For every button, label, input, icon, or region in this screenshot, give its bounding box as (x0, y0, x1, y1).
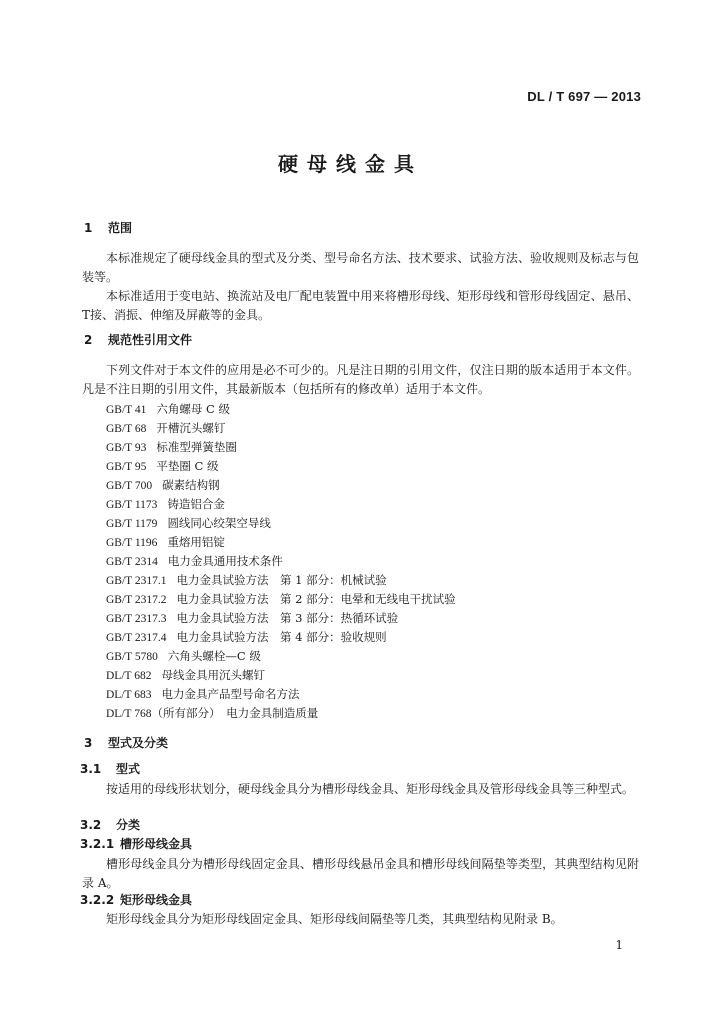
reference-title: 电力金具通用技术条件 (167, 554, 283, 568)
scope-paragraph-1: 本标准规定了硬母线金具的型式及分类、型号命名方法、技术要求、试验方法、验收规则及标志与包装等。 (82, 251, 639, 284)
reference-item (106, 668, 265, 683)
reference-item (106, 611, 398, 626)
document-title: 硬母线金具 (278, 152, 423, 176)
reference-code: GB/T 1196 (106, 537, 158, 549)
reference-title: 电力金具试验方法 第 3 部分：热循环试验 (176, 611, 399, 625)
subsection-number: 3.1 (80, 762, 102, 776)
subsection-number: 3.2.1 (80, 837, 115, 851)
reference-title: 重熔用铝锭 (167, 535, 225, 549)
reference-code: GB/T 95 (106, 461, 147, 473)
scope-paragraph-2: 本标准适用于变电站、换流站及电厂配电装置中用来将槽形母线、矩形母线和管形母线固定、悬吊、T接、消振、伸缩及屏蔽等的金具。 (82, 289, 639, 322)
section-2-heading (84, 331, 192, 348)
standard-number: DL / T 697 — 2013 (527, 89, 641, 104)
reference-title: 圆线同心绞架空导线 (167, 516, 271, 530)
reference-item (106, 649, 261, 664)
reference-code: GB/T 700 (106, 480, 153, 492)
reference-code: GB/T 2317.1 (106, 575, 167, 587)
subsection-title: 分类 (116, 818, 141, 832)
channel-busbar-paragraph: 槽形母线金具分为槽形母线固定金具、槽形母线悬吊金具和槽形母线间隔垫等类型，其典型结构见附录 A。 (82, 857, 639, 890)
reference-code: GB/T 68 (106, 423, 147, 435)
subsection-3-2-2-heading (80, 891, 192, 908)
reference-title: 平垫圈 C 级 (156, 459, 219, 473)
subsection-number: 3.2.2 (80, 893, 115, 907)
section-3-heading (84, 734, 168, 751)
reference-title: 电力金具试验方法 第 4 部分：验收规则 (176, 630, 387, 644)
reference-title: 开槽沉头螺钉 (156, 421, 226, 435)
reference-item (106, 687, 299, 702)
subsection-title: 型式 (116, 762, 141, 776)
reference-item (106, 630, 387, 645)
rectangular-busbar-paragraph: 矩形母线金具分为矩形母线固定金具、矩形母线间隔垫等几类，其典型结构见附录 B。 (106, 912, 563, 926)
subsection-title: 槽形母线金具 (120, 837, 193, 851)
reference-code: GB/T 1173 (106, 499, 158, 511)
reference-code: DL/T 683 (106, 689, 152, 701)
reference-title: 碳素结构钢 (162, 478, 220, 492)
reference-code: GB/T 2317.3 (106, 613, 167, 625)
reference-code: GB/T 93 (106, 442, 147, 454)
reference-title: 六角头螺栓—C 级 (167, 649, 261, 663)
section-1-heading (84, 219, 132, 236)
reference-item (106, 573, 387, 588)
reference-item (106, 535, 225, 550)
page-number: 1 (615, 938, 623, 952)
types-paragraph: 按适用的母线形状划分，硬母线金具分为槽形母线金具、矩形母线金具及管形母线金具等三种型式。 (106, 782, 635, 796)
reference-code: GB/T 41 (106, 404, 147, 416)
reference-item (106, 497, 225, 512)
subsection-title: 矩形母线金具 (120, 893, 193, 907)
reference-title: 铸造铝合金 (167, 497, 225, 511)
reference-code: GB/T 2314 (106, 556, 158, 568)
subsection-3-2-1-heading (80, 835, 192, 852)
normative-intro: 下列文件对于本文件的应用是必不可少的。凡是注日期的引用文件，仅注日期的版本适用于本文件。凡是不注日期的引用文件，其最新版本（包括所有的修改单）适用于本文件。 (82, 363, 639, 396)
subsection-3-2-heading (80, 816, 140, 833)
reference-title: 六角螺母 C 级 (156, 402, 230, 416)
section-title: 型式及分类 (108, 736, 169, 750)
section-number: 2 (84, 333, 93, 347)
reference-item (106, 459, 219, 474)
reference-code: GB/T 2317.2 (106, 594, 167, 606)
reference-title: 电力金具试验方法 第 1 部分：机械试验 (176, 573, 387, 587)
reference-item (106, 402, 230, 417)
reference-item (106, 592, 456, 607)
reference-code: DL/T 768 (106, 708, 152, 720)
reference-code: DL/T 682 (106, 670, 152, 682)
reference-title: 母线金具用沉头螺钉 (161, 668, 265, 682)
reference-title: 标准型弹簧垫圈 (156, 440, 237, 454)
reference-code: GB/T 1179 (106, 518, 158, 530)
reference-item (106, 706, 318, 721)
section-title: 规范性引用文件 (108, 333, 193, 347)
reference-title: 电力金具试验方法 第 2 部分：电晕和无线电干扰试验 (176, 592, 456, 606)
reference-item (106, 421, 225, 436)
reference-code: GB/T 5780 (106, 651, 158, 663)
reference-code: GB/T 2317.4 (106, 632, 167, 644)
section-number: 1 (84, 221, 93, 235)
reference-item (106, 554, 283, 569)
subsection-3-1-heading (80, 760, 140, 777)
reference-item (106, 516, 271, 531)
subsection-number: 3.2 (80, 818, 102, 832)
section-number: 3 (84, 736, 93, 750)
reference-title: 电力金具产品型号命名方法 (161, 687, 300, 701)
reference-item (106, 478, 220, 493)
reference-title: （所有部分） 电力金具制造质量 (151, 706, 319, 720)
reference-item (106, 440, 237, 455)
section-title: 范围 (108, 221, 133, 235)
